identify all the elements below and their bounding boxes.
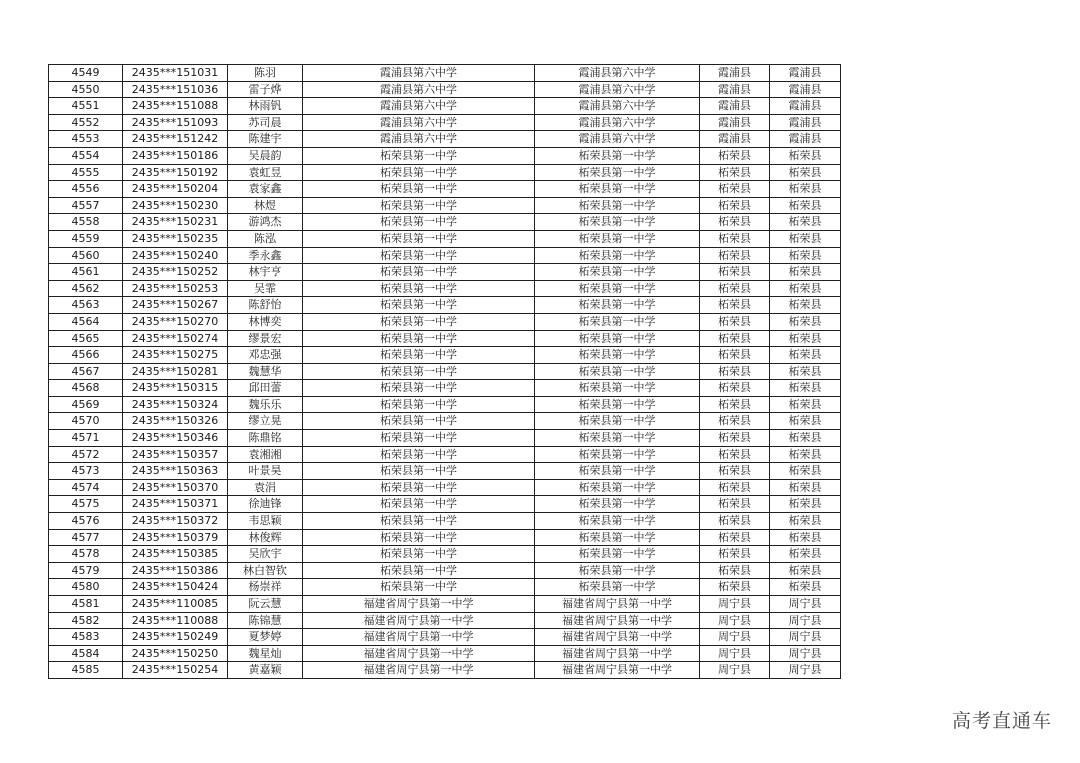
cell-row-number: 4574	[49, 479, 123, 496]
cell-school-name-2: 柘荣县第一中学	[535, 347, 700, 364]
cell-county: 柘荣县	[700, 330, 770, 347]
cell-county-2: 柘荣县	[770, 446, 841, 463]
table-row	[49, 380, 841, 397]
cell-school-name: 柘荣县第一中学	[303, 496, 535, 513]
table-row	[49, 230, 841, 247]
cell-school-name-2: 柘荣县第一中学	[535, 230, 700, 247]
cell-row-number: 4566	[49, 347, 123, 364]
cell-county: 柘荣县	[700, 562, 770, 579]
cell-school-name: 柘荣县第一中学	[303, 164, 535, 181]
cell-row-number: 4577	[49, 529, 123, 546]
cell-county-2: 周宁县	[770, 645, 841, 662]
table-row	[49, 164, 841, 181]
cell-row-number: 4563	[49, 297, 123, 314]
cell-exam-id: 2435***151036	[123, 81, 228, 98]
table-row	[49, 629, 841, 646]
cell-county: 柘荣县	[700, 181, 770, 198]
cell-student-name: 陈锦慧	[228, 612, 303, 629]
cell-student-name: 袁家鑫	[228, 181, 303, 198]
cell-county: 柘荣县	[700, 496, 770, 513]
cell-county-2: 柘荣县	[770, 430, 841, 447]
cell-student-name: 魏慧华	[228, 363, 303, 380]
cell-student-name: 杨崇祥	[228, 579, 303, 596]
cell-county-2: 柘荣县	[770, 247, 841, 264]
cell-county-2: 柘荣县	[770, 181, 841, 198]
cell-exam-id: 2435***150270	[123, 313, 228, 330]
cell-exam-id: 2435***150267	[123, 297, 228, 314]
cell-school-name: 霞浦县第六中学	[303, 98, 535, 115]
cell-student-name: 缪立晃	[228, 413, 303, 430]
cell-school-name: 柘荣县第一中学	[303, 363, 535, 380]
cell-exam-id: 2435***150315	[123, 380, 228, 397]
cell-county: 柘荣县	[700, 413, 770, 430]
cell-school-name: 柘荣县第一中学	[303, 330, 535, 347]
cell-county-2: 周宁县	[770, 612, 841, 629]
cell-row-number: 4584	[49, 645, 123, 662]
cell-county: 柘荣县	[700, 546, 770, 563]
cell-student-name: 叶景昊	[228, 463, 303, 480]
cell-row-number: 4551	[49, 98, 123, 115]
cell-student-name: 缪景宏	[228, 330, 303, 347]
cell-school-name: 柘荣县第一中学	[303, 147, 535, 164]
cell-school-name: 柘荣县第一中学	[303, 463, 535, 480]
cell-exam-id: 2435***150363	[123, 463, 228, 480]
cell-county-2: 柘荣县	[770, 463, 841, 480]
cell-exam-id: 2435***150252	[123, 264, 228, 281]
cell-county-2: 周宁县	[770, 662, 841, 679]
table-row	[49, 197, 841, 214]
cell-county: 柘荣县	[700, 230, 770, 247]
cell-county-2: 柘荣县	[770, 297, 841, 314]
cell-exam-id: 2435***151242	[123, 131, 228, 148]
cell-school-name: 柘荣县第一中学	[303, 446, 535, 463]
table-row	[49, 413, 841, 430]
cell-student-name: 黄嘉颖	[228, 662, 303, 679]
cell-school-name: 柘荣县第一中学	[303, 546, 535, 563]
cell-exam-id: 2435***150371	[123, 496, 228, 513]
cell-exam-id: 2435***150249	[123, 629, 228, 646]
table-row	[49, 181, 841, 198]
cell-county: 柘荣县	[700, 430, 770, 447]
cell-county-2: 霞浦县	[770, 131, 841, 148]
cell-county-2: 柘荣县	[770, 280, 841, 297]
cell-county: 柘荣县	[700, 164, 770, 181]
cell-school-name: 柘荣县第一中学	[303, 380, 535, 397]
cell-school-name: 柘荣县第一中学	[303, 264, 535, 281]
cell-student-name: 邓忠强	[228, 347, 303, 364]
cell-county-2: 柘荣县	[770, 562, 841, 579]
cell-school-name: 福建省周宁县第一中学	[303, 645, 535, 662]
cell-county: 柘荣县	[700, 463, 770, 480]
cell-school-name-2: 柘荣县第一中学	[535, 513, 700, 530]
cell-county: 柘荣县	[700, 197, 770, 214]
cell-student-name: 吴欣宇	[228, 546, 303, 563]
table-row	[49, 579, 841, 596]
cell-exam-id: 2435***150379	[123, 529, 228, 546]
cell-row-number: 4570	[49, 413, 123, 430]
cell-exam-id: 2435***150235	[123, 230, 228, 247]
table-row	[49, 645, 841, 662]
cell-row-number: 4555	[49, 164, 123, 181]
table-row	[49, 147, 841, 164]
cell-row-number: 4550	[49, 81, 123, 98]
cell-row-number: 4569	[49, 396, 123, 413]
cell-school-name: 柘荣县第一中学	[303, 197, 535, 214]
cell-exam-id: 2435***150231	[123, 214, 228, 231]
cell-school-name-2: 福建省周宁县第一中学	[535, 596, 700, 613]
cell-school-name-2: 霞浦县第六中学	[535, 81, 700, 98]
cell-exam-id: 2435***151088	[123, 98, 228, 115]
cell-county: 柘荣县	[700, 513, 770, 530]
cell-row-number: 4562	[49, 280, 123, 297]
cell-county: 周宁县	[700, 612, 770, 629]
cell-school-name: 柘荣县第一中学	[303, 347, 535, 364]
cell-student-name: 雷子烨	[228, 81, 303, 98]
watermark-text: 高考直通车	[951, 710, 1052, 732]
cell-county: 周宁县	[700, 645, 770, 662]
table-row	[49, 297, 841, 314]
cell-school-name-2: 福建省周宁县第一中学	[535, 612, 700, 629]
cell-county-2: 柘荣县	[770, 396, 841, 413]
cell-county: 周宁县	[700, 662, 770, 679]
cell-school-name-2: 福建省周宁县第一中学	[535, 662, 700, 679]
cell-row-number: 4560	[49, 247, 123, 264]
cell-row-number: 4553	[49, 131, 123, 148]
cell-exam-id: 2435***150204	[123, 181, 228, 198]
cell-school-name: 柘荣县第一中学	[303, 214, 535, 231]
cell-student-name: 苏司晨	[228, 114, 303, 131]
cell-county-2: 柘荣县	[770, 214, 841, 231]
cell-row-number: 4576	[49, 513, 123, 530]
cell-row-number: 4559	[49, 230, 123, 247]
cell-county-2: 柘荣县	[770, 197, 841, 214]
cell-school-name: 柘荣县第一中学	[303, 247, 535, 264]
cell-county-2: 柘荣县	[770, 330, 841, 347]
cell-school-name-2: 柘荣县第一中学	[535, 181, 700, 198]
cell-county-2: 柘荣县	[770, 313, 841, 330]
cell-exam-id: 2435***150254	[123, 662, 228, 679]
cell-student-name: 林博奕	[228, 313, 303, 330]
cell-county: 霞浦县	[700, 114, 770, 131]
cell-county-2: 霞浦县	[770, 81, 841, 98]
table-row	[49, 430, 841, 447]
cell-student-name: 吴霏	[228, 280, 303, 297]
table-row	[49, 479, 841, 496]
cell-county-2: 柘荣县	[770, 513, 841, 530]
cell-school-name-2: 霞浦县第六中学	[535, 65, 700, 82]
cell-school-name-2: 柘荣县第一中学	[535, 214, 700, 231]
cell-school-name-2: 柘荣县第一中学	[535, 380, 700, 397]
cell-school-name: 柘荣县第一中学	[303, 181, 535, 198]
cell-exam-id: 2435***150385	[123, 546, 228, 563]
cell-exam-id: 2435***150357	[123, 446, 228, 463]
cell-exam-id: 2435***150274	[123, 330, 228, 347]
table-row	[49, 513, 841, 530]
cell-school-name-2: 柘荣县第一中学	[535, 479, 700, 496]
table-row	[49, 396, 841, 413]
cell-school-name-2: 柘荣县第一中学	[535, 579, 700, 596]
cell-school-name-2: 柘荣县第一中学	[535, 446, 700, 463]
cell-school-name-2: 柘荣县第一中学	[535, 396, 700, 413]
cell-row-number: 4578	[49, 546, 123, 563]
cell-school-name-2: 柘荣县第一中学	[535, 313, 700, 330]
table-row	[49, 496, 841, 513]
cell-school-name: 霞浦县第六中学	[303, 65, 535, 82]
table-row	[49, 612, 841, 629]
cell-student-name: 陈泓	[228, 230, 303, 247]
table-row	[49, 247, 841, 264]
cell-exam-id: 2435***150324	[123, 396, 228, 413]
cell-student-name: 林宇亨	[228, 264, 303, 281]
cell-exam-id: 2435***150230	[123, 197, 228, 214]
cell-county: 柘荣县	[700, 479, 770, 496]
cell-row-number: 4572	[49, 446, 123, 463]
table-row	[49, 98, 841, 115]
table-row	[49, 347, 841, 364]
cell-school-name-2: 福建省周宁县第一中学	[535, 645, 700, 662]
cell-row-number: 4567	[49, 363, 123, 380]
cell-school-name-2: 柘荣县第一中学	[535, 280, 700, 297]
cell-student-name: 邱田蕾	[228, 380, 303, 397]
cell-student-name: 袁涓	[228, 479, 303, 496]
cell-county: 周宁县	[700, 629, 770, 646]
cell-county-2: 柘荣县	[770, 496, 841, 513]
cell-row-number: 4549	[49, 65, 123, 82]
cell-county-2: 柘荣县	[770, 147, 841, 164]
cell-exam-id: 2435***150386	[123, 562, 228, 579]
cell-school-name-2: 福建省周宁县第一中学	[535, 629, 700, 646]
cell-student-name: 陈舒怡	[228, 297, 303, 314]
cell-row-number: 4568	[49, 380, 123, 397]
cell-student-name: 陈羽	[228, 65, 303, 82]
table-row	[49, 529, 841, 546]
cell-county-2: 霞浦县	[770, 114, 841, 131]
cell-school-name-2: 柘荣县第一中学	[535, 430, 700, 447]
cell-student-name: 阮云慧	[228, 596, 303, 613]
cell-row-number: 4571	[49, 430, 123, 447]
cell-exam-id: 2435***150424	[123, 579, 228, 596]
table-row	[49, 214, 841, 231]
cell-county: 柘荣县	[700, 147, 770, 164]
cell-school-name-2: 柘荣县第一中学	[535, 546, 700, 563]
table-row	[49, 65, 841, 82]
cell-county-2: 柘荣县	[770, 579, 841, 596]
cell-county-2: 柘荣县	[770, 264, 841, 281]
cell-student-name: 韦思颖	[228, 513, 303, 530]
cell-school-name: 霞浦县第六中学	[303, 81, 535, 98]
cell-row-number: 4558	[49, 214, 123, 231]
cell-school-name-2: 柘荣县第一中学	[535, 529, 700, 546]
cell-county: 柘荣县	[700, 313, 770, 330]
cell-county: 柘荣县	[700, 297, 770, 314]
cell-row-number: 4585	[49, 662, 123, 679]
table-row	[49, 114, 841, 131]
cell-school-name: 柘荣县第一中学	[303, 479, 535, 496]
table-row	[49, 596, 841, 613]
cell-exam-id: 2435***110088	[123, 612, 228, 629]
cell-school-name-2: 柘荣县第一中学	[535, 496, 700, 513]
cell-exam-id: 2435***110085	[123, 596, 228, 613]
cell-county: 柘荣县	[700, 347, 770, 364]
cell-county: 霞浦县	[700, 81, 770, 98]
cell-school-name: 福建省周宁县第一中学	[303, 612, 535, 629]
cell-school-name-2: 柘荣县第一中学	[535, 463, 700, 480]
cell-school-name: 柘荣县第一中学	[303, 413, 535, 430]
cell-exam-id: 2435***150253	[123, 280, 228, 297]
cell-exam-id: 2435***150275	[123, 347, 228, 364]
cell-county-2: 柘荣县	[770, 347, 841, 364]
cell-row-number: 4580	[49, 579, 123, 596]
cell-school-name-2: 柘荣县第一中学	[535, 247, 700, 264]
cell-row-number: 4579	[49, 562, 123, 579]
cell-school-name: 柘荣县第一中学	[303, 313, 535, 330]
cell-row-number: 4583	[49, 629, 123, 646]
cell-county: 柘荣县	[700, 579, 770, 596]
cell-student-name: 林雨钒	[228, 98, 303, 115]
cell-student-name: 魏星灿	[228, 645, 303, 662]
table-row	[49, 264, 841, 281]
cell-student-name: 林白智钦	[228, 562, 303, 579]
cell-school-name: 柘荣县第一中学	[303, 230, 535, 247]
cell-row-number: 4573	[49, 463, 123, 480]
cell-county-2: 柘荣县	[770, 230, 841, 247]
cell-school-name-2: 霞浦县第六中学	[535, 131, 700, 148]
cell-school-name-2: 柘荣县第一中学	[535, 363, 700, 380]
table-row	[49, 330, 841, 347]
cell-school-name: 福建省周宁县第一中学	[303, 662, 535, 679]
cell-row-number: 4561	[49, 264, 123, 281]
cell-county: 霞浦县	[700, 98, 770, 115]
cell-row-number: 4582	[49, 612, 123, 629]
table-row	[49, 463, 841, 480]
cell-row-number: 4552	[49, 114, 123, 131]
cell-exam-id: 2435***150192	[123, 164, 228, 181]
table-row	[49, 131, 841, 148]
cell-student-name: 夏梦婷	[228, 629, 303, 646]
cell-school-name-2: 柘荣县第一中学	[535, 330, 700, 347]
cell-exam-id: 2435***150186	[123, 147, 228, 164]
cell-county: 柘荣县	[700, 264, 770, 281]
cell-school-name: 柘荣县第一中学	[303, 579, 535, 596]
cell-county: 霞浦县	[700, 131, 770, 148]
table-row	[49, 662, 841, 679]
cell-county-2: 柘荣县	[770, 363, 841, 380]
table-row	[49, 81, 841, 98]
cell-student-name: 林俊辉	[228, 529, 303, 546]
cell-county-2: 柘荣县	[770, 546, 841, 563]
cell-county: 柘荣县	[700, 280, 770, 297]
cell-county-2: 柘荣县	[770, 164, 841, 181]
cell-exam-id: 2435***151031	[123, 65, 228, 82]
cell-school-name-2: 霞浦县第六中学	[535, 98, 700, 115]
cell-student-name: 陈建宇	[228, 131, 303, 148]
cell-school-name: 柘荣县第一中学	[303, 430, 535, 447]
cell-county-2: 周宁县	[770, 596, 841, 613]
cell-county-2: 柘荣县	[770, 479, 841, 496]
cell-school-name: 福建省周宁县第一中学	[303, 629, 535, 646]
cell-school-name: 霞浦县第六中学	[303, 114, 535, 131]
cell-county: 柘荣县	[700, 214, 770, 231]
cell-county-2: 柘荣县	[770, 380, 841, 397]
table-row	[49, 562, 841, 579]
cell-school-name: 柘荣县第一中学	[303, 513, 535, 530]
table-row	[49, 546, 841, 563]
cell-county: 柘荣县	[700, 363, 770, 380]
cell-county: 柘荣县	[700, 446, 770, 463]
cell-school-name: 柘荣县第一中学	[303, 562, 535, 579]
cell-row-number: 4554	[49, 147, 123, 164]
cell-county-2: 霞浦县	[770, 98, 841, 115]
cell-student-name: 袁湘湘	[228, 446, 303, 463]
cell-county: 柘荣县	[700, 529, 770, 546]
table-row	[49, 280, 841, 297]
table-row	[49, 363, 841, 380]
cell-school-name: 霞浦县第六中学	[303, 131, 535, 148]
cell-student-name: 吴晨韵	[228, 147, 303, 164]
cell-row-number: 4565	[49, 330, 123, 347]
cell-row-number: 4564	[49, 313, 123, 330]
cell-exam-id: 2435***150250	[123, 645, 228, 662]
cell-school-name: 柘荣县第一中学	[303, 280, 535, 297]
cell-school-name-2: 柘荣县第一中学	[535, 264, 700, 281]
cell-school-name-2: 柘荣县第一中学	[535, 147, 700, 164]
cell-county-2: 柘荣县	[770, 529, 841, 546]
cell-student-name: 魏乐乐	[228, 396, 303, 413]
cell-school-name: 柘荣县第一中学	[303, 297, 535, 314]
cell-school-name: 柘荣县第一中学	[303, 529, 535, 546]
cell-student-name: 袁虹昱	[228, 164, 303, 181]
cell-row-number: 4557	[49, 197, 123, 214]
cell-exam-id: 2435***150240	[123, 247, 228, 264]
cell-school-name: 柘荣县第一中学	[303, 396, 535, 413]
cell-school-name-2: 柘荣县第一中学	[535, 413, 700, 430]
cell-row-number: 4556	[49, 181, 123, 198]
cell-school-name-2: 柘荣县第一中学	[535, 562, 700, 579]
cell-school-name-2: 柘荣县第一中学	[535, 297, 700, 314]
cell-student-name: 陈鼎铭	[228, 430, 303, 447]
cell-exam-id: 2435***150370	[123, 479, 228, 496]
cell-county-2: 霞浦县	[770, 65, 841, 82]
cell-student-name: 游鸿杰	[228, 214, 303, 231]
cell-school-name-2: 柘荣县第一中学	[535, 197, 700, 214]
cell-exam-id: 2435***150346	[123, 430, 228, 447]
cell-county: 霞浦县	[700, 65, 770, 82]
cell-exam-id: 2435***151093	[123, 114, 228, 131]
cell-row-number: 4581	[49, 596, 123, 613]
roster-body	[49, 65, 841, 679]
cell-exam-id: 2435***150281	[123, 363, 228, 380]
table-row	[49, 446, 841, 463]
cell-student-name: 林煜	[228, 197, 303, 214]
cell-row-number: 4575	[49, 496, 123, 513]
cell-school-name-2: 柘荣县第一中学	[535, 164, 700, 181]
cell-county: 柘荣县	[700, 247, 770, 264]
cell-student-name: 徐迪锋	[228, 496, 303, 513]
cell-county-2: 周宁县	[770, 629, 841, 646]
cell-county: 柘荣县	[700, 380, 770, 397]
cell-exam-id: 2435***150372	[123, 513, 228, 530]
table-row	[49, 313, 841, 330]
cell-school-name-2: 霞浦县第六中学	[535, 114, 700, 131]
admission-roster-table	[48, 64, 841, 679]
cell-school-name: 福建省周宁县第一中学	[303, 596, 535, 613]
cell-exam-id: 2435***150326	[123, 413, 228, 430]
cell-student-name: 季永鑫	[228, 247, 303, 264]
cell-county-2: 柘荣县	[770, 413, 841, 430]
cell-county: 周宁县	[700, 596, 770, 613]
cell-county: 柘荣县	[700, 396, 770, 413]
